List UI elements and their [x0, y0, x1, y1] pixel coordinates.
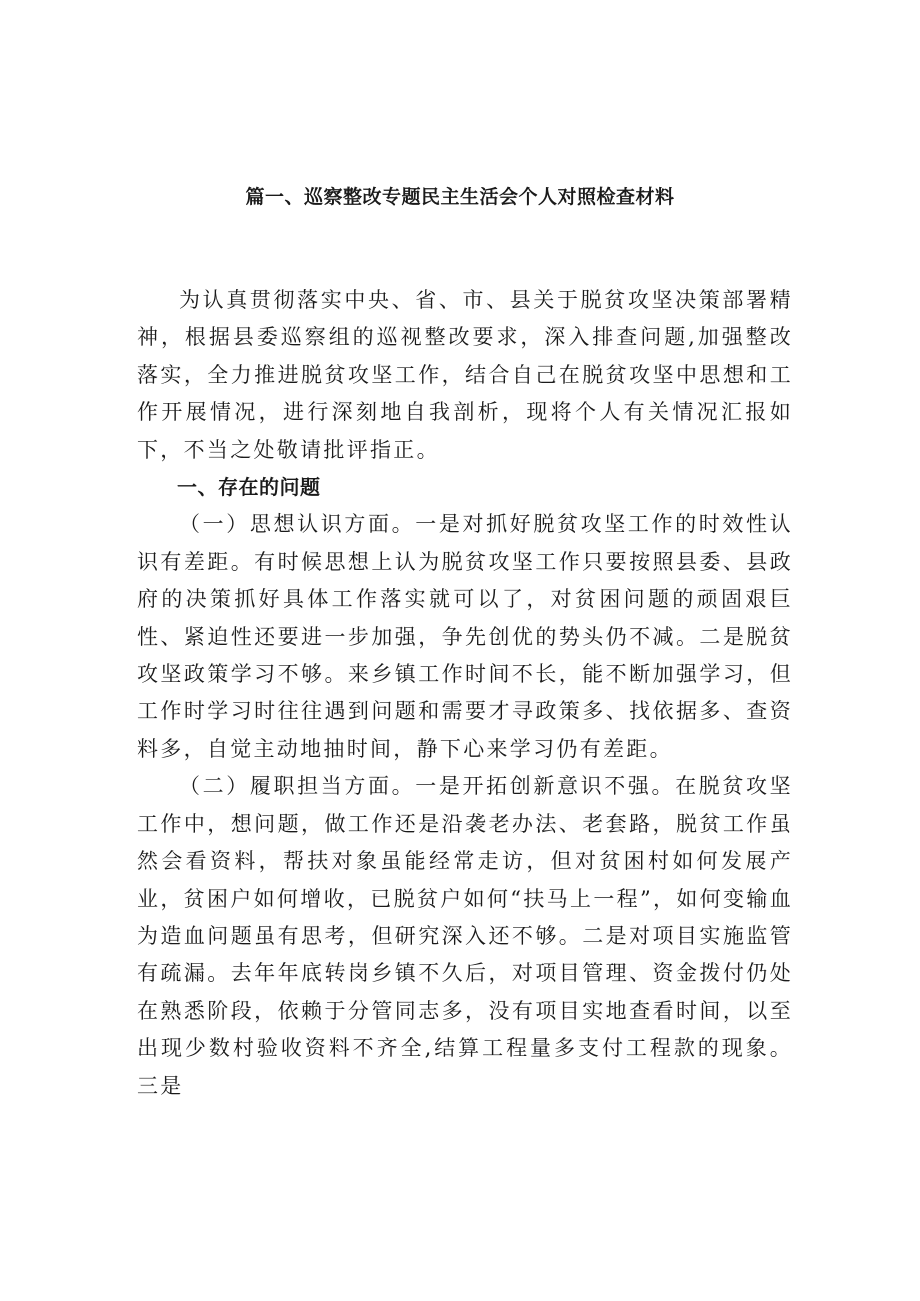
paragraph-duty: （二）履职担当方面。一是开拓创新意识不强。在脱贫攻坚工作中，想问题，做工作还是沿袭老办法、老套路，脱贫工作虽然会看资料，帮扶对象虽能经常走访，但对贫困村如何发展产业，贫困户如何增收，已脱贫户如何“扶马上一程”，如何变输血为造血问题虽有思考，但研究深入还不够。二是对项目实施监管有疏漏。去年年底转岗乡镇不久后，对项目管理、资金拨付仍处在熟悉阶段，依赖于分管同志多，没有项目实地查看时间，以至出现少数村验收资料不齐全,结算工程量多支付工程款的现象。三是 [137, 774, 793, 1098]
document-title: 篇一、巡察整改专题民主生活会个人对照检查材料 [245, 186, 675, 208]
section-heading-problems: 一、存在的问题 [177, 475, 321, 500]
paragraph-thinking: （一）思想认识方面。一是对抓好脱贫攻坚工作的时效性认识有差距。有时候思想上认为脱贫攻坚工作只要按照县委、县政府的决策抓好具体工作落实就可以了，对贫困问题的顽固艰巨性、紧迫性还要进一步加强，争先创优的势头仍不减。二是脱贫攻坚政策学习不够。来乡镇工作时间不长，能不断加强学习，但工作时学习时往往遇到问题和需要才寻政策多、找依据多、查资料多，自觉主动地抽时间，静下心来学习仍有差距。 [137, 512, 793, 761]
document-body [137, 282, 793, 1105]
intro-paragraph: 为认真贯彻落实中央、省、市、县关于脱贫攻坚决策部署精神，根据县委巡察组的巡视整改要求，深入排查问题,加强整改落实，全力推进脱贫攻坚工作，结合自己在脱贫攻坚中思想和工作开展情况，进行深刻地自我剖析，现将个人有关情况汇报如下，不当之处敬请批评指正。 [137, 288, 793, 462]
